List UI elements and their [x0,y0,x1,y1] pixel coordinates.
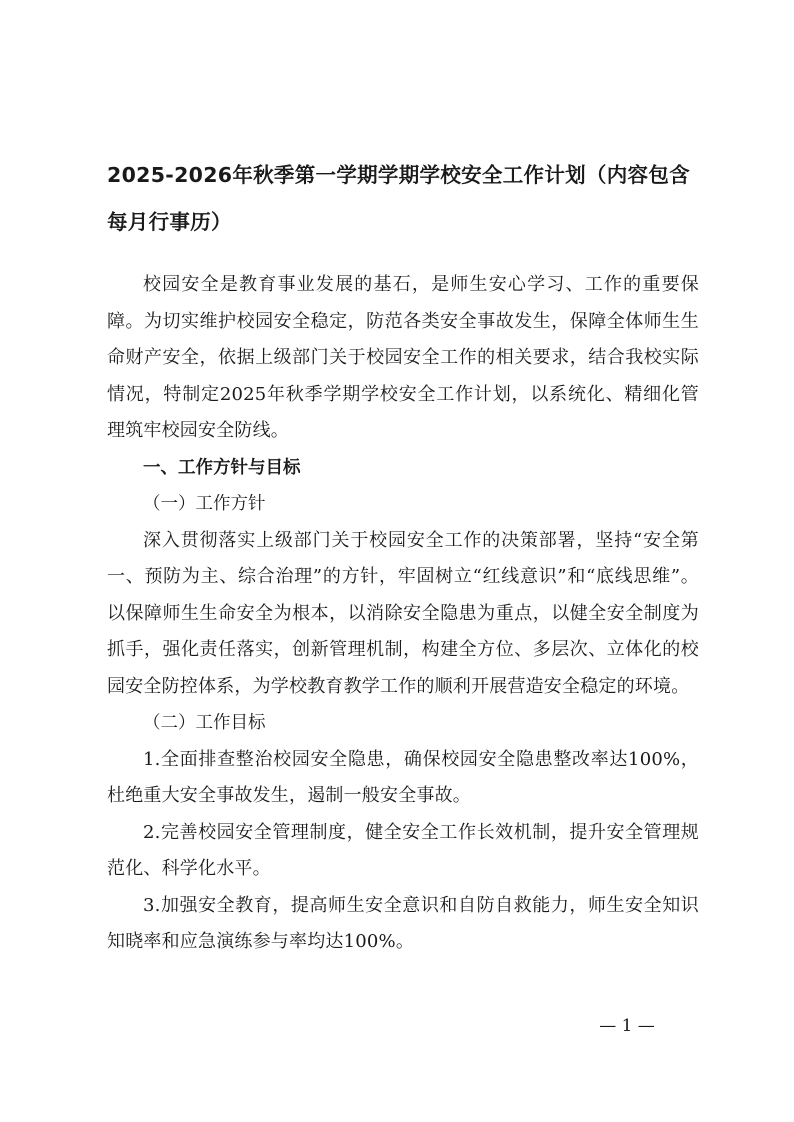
policy-paragraph: 深入贯彻落实上级部门关于校园安全工作的决策部署，坚持“安全第一、预防为主、综合治理”的方针，牢固树立“红线意识”和“底线思维”。以保障师生生命安全为根本，以消除安全隐患为重点，以健全安全制度为抓手，强化责任落实，创新管理机制，构建全方位、多层次、立体化的校园安全防控体系，为学校教育教学工作的顺利开展营造安全稳定的环境。 [107,529,699,697]
page-number: — 1 — [599,1016,655,1036]
subsection-heading-policy: （一）工作方针 [143,494,266,514]
goal-item-1: 1.全面排查整治校园安全隐患，确保校园安全隐患整改率达100%，杜绝重大安全事故发生，遏制一般安全事故。 [107,748,699,806]
intro-paragraph: 校园安全是教育事业发展的基石，是师生安心学习、工作的重要保障。为切实维护校园安全稳定，防范各类安全事故发生，保障全体师生生命财产安全，依据上级部门关于校园安全工作的相关要求，结合我校实际情况，特制定2025年秋季学期学校安全工作计划，以系统化、精细化管理筑牢校园安全防线。 [107,274,699,441]
goal-item-2: 2.完善校园安全管理制度，健全安全工作长效机制，提升安全管理规范化、科学化水平。 [107,821,699,879]
subsection-heading-goals: （二）工作目标 [143,713,266,733]
goal-item-3: 3.加强安全教育，提高师生安全意识和自防自救能力，师生安全知识知晓率和应急演练参与率均达100%。 [107,894,699,952]
section-heading-1: 一、工作方针与目标 [143,457,301,478]
document-body [107,267,699,961]
document-title: 2025-2026年秋季第一学期学期学校安全工作计划（内容包含每月行事历） [107,163,690,234]
